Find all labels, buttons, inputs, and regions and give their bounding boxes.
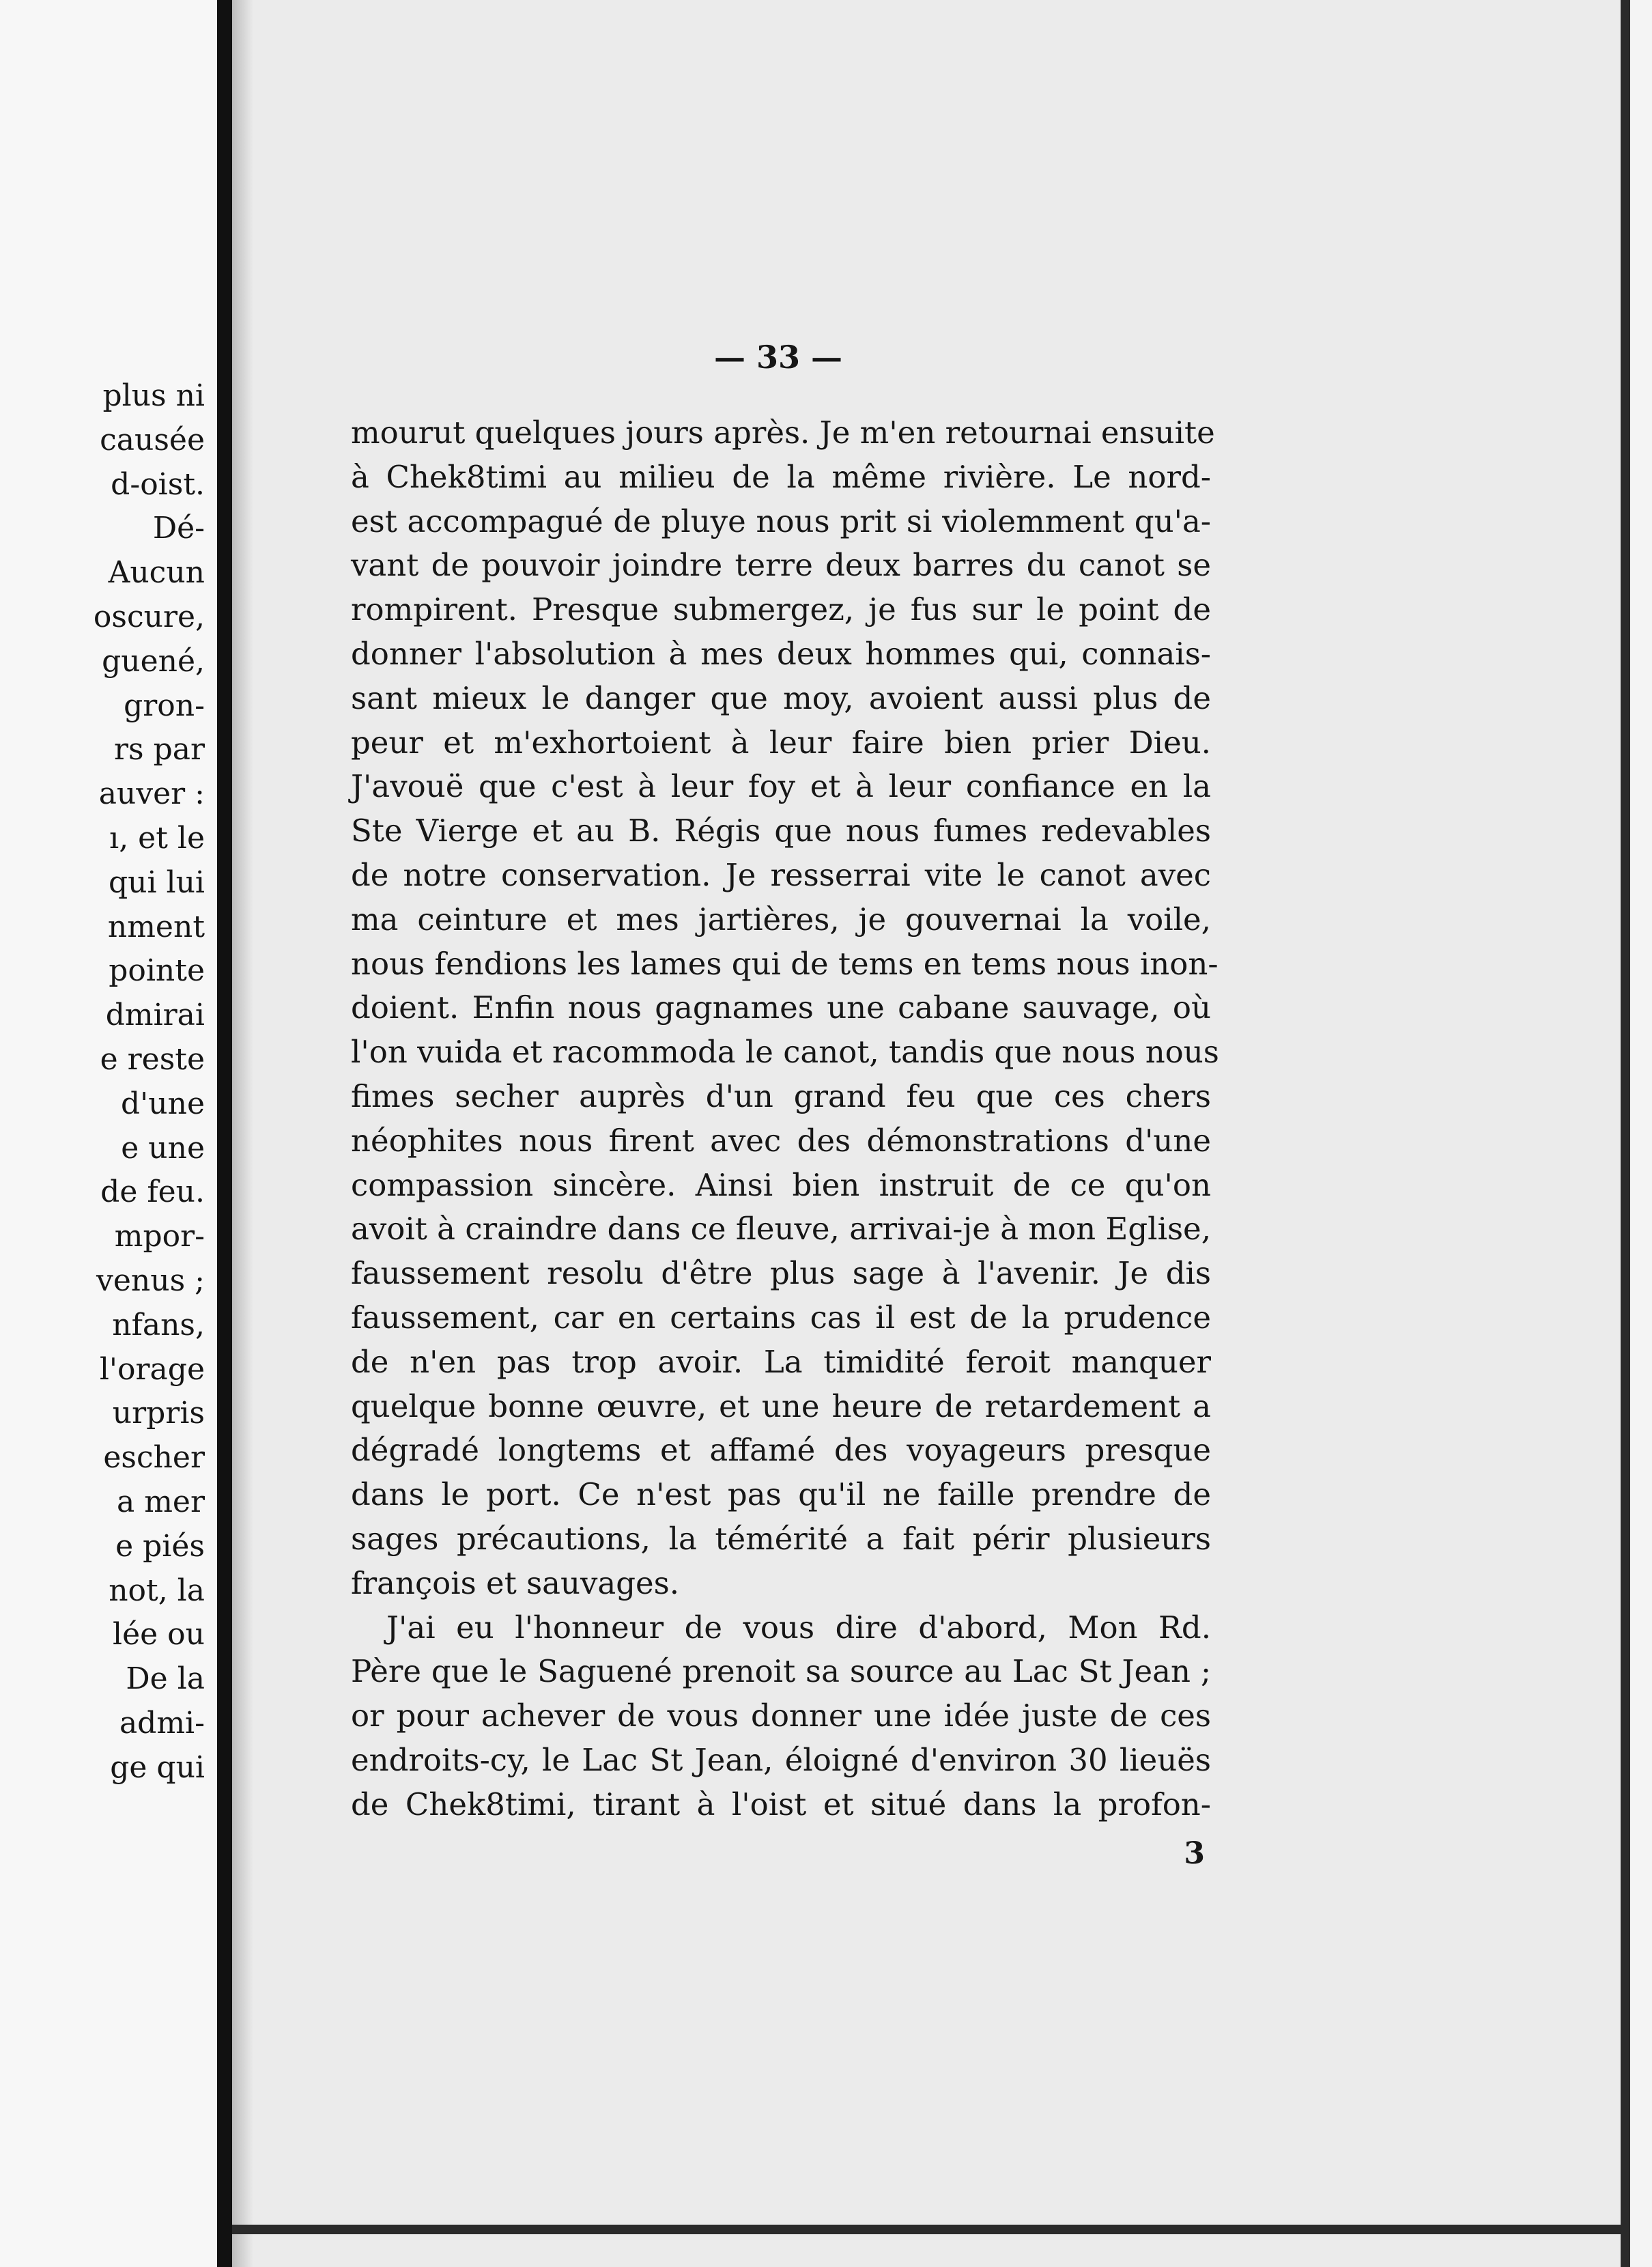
text-line: à Chek8timi au milieu de la même rivière. Le nord-: [351, 458, 1211, 495]
text-line: vant de pouvoir joindre terre deux barres du canot se: [351, 547, 1211, 584]
text-line: faussement resolu d'être plus sage à l'avenir. Je dis: [351, 1255, 1211, 1292]
page-right-edge: [1621, 0, 1630, 2267]
left-page-line: ge qui: [110, 1749, 205, 1785]
text-line: Ste Vierge et au B. Régis que nous fumes redevables: [351, 813, 1211, 849]
text-line: rompirent. Presque submergez, je fus sur le point de: [351, 591, 1211, 628]
left-page-line: oscure,: [93, 599, 205, 634]
left-page-line: mpor-: [114, 1219, 205, 1254]
left-page-line: auver :: [98, 776, 205, 812]
left-page-line: l'orage: [99, 1351, 205, 1387]
page-body-text: [351, 411, 1219, 1827]
left-page-line: nfans,: [112, 1307, 205, 1342]
left-page-line: venus ;: [96, 1263, 205, 1298]
left-page-line: lée ou: [113, 1617, 205, 1652]
page-bottom-edge: [232, 2225, 1630, 2234]
left-page-line: Aucun: [108, 555, 205, 591]
text-line: Père que le Saguené prenoit sa source au Lac St Jean ;: [351, 1653, 1211, 1690]
left-page-line: nment: [107, 909, 205, 944]
left-page-text: [94, 374, 205, 1790]
gutter-shadow-bar: [217, 0, 232, 2267]
text-line: donner l'absolution à mes deux hommes qui, connais-: [351, 635, 1211, 672]
text-line: de n'en pas trop avoir. La timidité feroit manquer: [351, 1343, 1211, 1380]
text-line: de notre conservation. Je resserrai vite le canot avec: [351, 856, 1211, 893]
text-line: l'on vuida et racommoda le canot, tandis que nous nous: [351, 1034, 1219, 1071]
left-page-line: urpris: [112, 1396, 205, 1431]
left-page-line: d'une: [121, 1086, 205, 1121]
left-page-line: gron-: [124, 688, 205, 723]
left-page-line: Dé-: [152, 511, 205, 546]
text-line: avoit à craindre dans ce fleuve, arrivai-je à mon Eglise,: [351, 1211, 1211, 1248]
text-line: peur et m'exhortoient à leur faire bien prier Dieu.: [351, 724, 1211, 761]
left-page-line: causée: [100, 422, 205, 457]
text-line: faussement, car en certains cas il est de la prudence: [351, 1299, 1211, 1336]
text-line: or pour achever de vous donner une idée juste de ces: [351, 1698, 1211, 1734]
page-number-header: — 33 —: [713, 339, 843, 376]
text-line: doient. Enfin nous gagnames une cabane sauvage, où: [351, 989, 1211, 1026]
left-page-line: dmirai: [105, 998, 205, 1033]
text-line: sant mieux le danger que moy, avoient aussi plus de: [351, 679, 1211, 716]
text-line: est accompagué de pluye nous prit si violemment qu'a-: [351, 503, 1211, 539]
left-page-line: e reste: [100, 1041, 205, 1077]
left-page-line: admi-: [119, 1705, 205, 1741]
left-page-line: not, la: [109, 1573, 205, 1608]
gutter-gradient: [232, 0, 253, 2267]
left-page-line: d-oist.: [111, 466, 205, 502]
left-page-line: pointe: [109, 953, 205, 989]
left-page-line: rs par: [113, 732, 205, 768]
scan-right-margin: [1630, 0, 1652, 2267]
text-line: néophites nous firent avec des démonstrations d'une: [351, 1122, 1211, 1159]
left-page-line: a mer: [116, 1484, 205, 1519]
left-page-line: plus ni: [102, 378, 205, 413]
text-line: sages précautions, la témérité a fait périr plusieurs: [351, 1520, 1211, 1557]
text-line: quelque bonne œuvre, et une heure de retardement a: [351, 1388, 1211, 1424]
text-line: mourut quelques jours après. Je m'en retournai ensuite: [351, 414, 1215, 451]
text-line: J'avouë que c'est à leur foy et à leur confiance en la: [351, 768, 1211, 805]
text-line: françois et sauvages.: [351, 1564, 680, 1601]
text-line: ma ceinture et mes jartières, je gouvernai la voile,: [351, 901, 1211, 938]
text-line: fimes secher auprès d'un grand feu que ces chers: [351, 1078, 1211, 1114]
left-facing-page: [0, 0, 217, 2267]
left-page-line: guené,: [102, 643, 205, 679]
left-page-line: e une: [121, 1130, 205, 1166]
text-line: dégradé longtems et affamé des voyageurs presque: [351, 1432, 1211, 1469]
text-line: endroits-cy, le Lac St Jean, éloigné d'environ 30 lieuës: [351, 1741, 1211, 1778]
left-page-line: ı, et le: [109, 820, 205, 856]
left-page-line: e piés: [115, 1528, 205, 1564]
text-line: compassion sincère. Ainsi bien instruit de ce qu'on: [351, 1166, 1211, 1203]
signature-mark: 3: [1184, 1836, 1205, 1871]
text-line: de Chek8timi, tirant à l'oist et situé dans la profon-: [351, 1786, 1211, 1822]
text-line: dans le port. Ce n'est pas qu'il ne faille prendre de: [351, 1476, 1211, 1513]
left-page-line: De la: [126, 1661, 205, 1697]
left-page-line: escher: [103, 1440, 205, 1476]
paragraph-start-line: J'ai eu l'honneur de vous dire d'abord, Mon Rd.: [386, 1609, 1211, 1646]
left-page-line: de feu.: [100, 1174, 205, 1210]
text-line: nous fendions les lames qui de tems en tems nous inon-: [351, 945, 1219, 982]
left-page-line: qui lui: [108, 864, 205, 900]
